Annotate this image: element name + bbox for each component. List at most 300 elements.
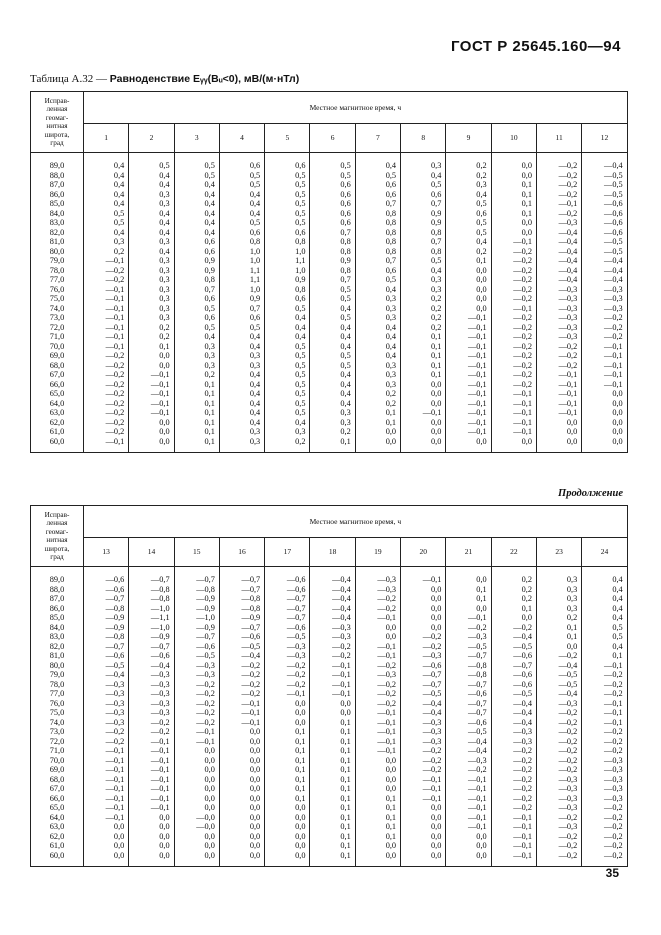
value-cell: 0,0	[582, 427, 627, 437]
value-cell: 0,0	[446, 294, 491, 304]
value-cell: 0,0	[401, 822, 446, 832]
value-cell: 0,5	[265, 190, 310, 200]
value-cell: 0,1	[310, 765, 355, 775]
value-cell: —0,2	[536, 813, 581, 823]
latitude-cell: 71,0	[31, 746, 84, 756]
hour-header: 6	[310, 124, 355, 153]
value-cell: —0,1	[310, 689, 355, 699]
value-cell: 0,1	[491, 190, 536, 200]
value-cell: —0,2	[401, 765, 446, 775]
value-cell: 0,0	[401, 418, 446, 428]
value-cell: —0,5	[446, 642, 491, 652]
value-cell: 0,4	[129, 209, 174, 219]
latitude-cell: 76,0	[31, 699, 84, 709]
value-cell: —0,3	[129, 708, 174, 718]
value-cell: 0,3	[355, 304, 400, 314]
value-cell: 0,0	[355, 851, 400, 867]
value-cell: —0,3	[536, 794, 581, 804]
value-cell: 0,4	[174, 209, 219, 219]
value-cell: —0,2	[536, 718, 581, 728]
value-cell: 0,1	[310, 841, 355, 851]
value-cell: 0,6	[174, 247, 219, 257]
value-cell: —0,1	[446, 342, 491, 352]
latitude-cell: 64,0	[31, 399, 84, 409]
value-cell: 0,8	[401, 228, 446, 238]
value-cell: —0,1	[582, 699, 627, 709]
value-cell: —0,2	[491, 803, 536, 813]
table-row	[31, 171, 628, 181]
value-cell: —0,2	[84, 399, 129, 409]
value-cell: —0,1	[446, 380, 491, 390]
latitude-cell: 65,0	[31, 389, 84, 399]
value-cell: 0,2	[446, 161, 491, 171]
value-cell: —0,1	[401, 575, 446, 585]
value-cell: —0,2	[491, 746, 536, 756]
value-cell: —0,7	[174, 632, 219, 642]
table-row	[31, 699, 628, 709]
value-cell: —0,1	[84, 746, 129, 756]
document-code: ГОСТ Р 25645.160—94	[450, 38, 621, 55]
value-cell: 0,9	[174, 256, 219, 266]
value-cell: 0,0	[401, 803, 446, 813]
value-cell: 0,3	[401, 285, 446, 295]
latitude-cell: 82,0	[31, 228, 84, 238]
value-cell: 0,3	[536, 594, 581, 604]
value-cell: 0,3	[355, 294, 400, 304]
value-cell: —0,8	[174, 585, 219, 595]
value-cell: 0,0	[219, 832, 264, 842]
value-cell: 0,0	[582, 408, 627, 418]
value-cell: —0,3	[84, 689, 129, 699]
value-cell: —0,1	[401, 794, 446, 804]
value-cell: —0,2	[84, 370, 129, 380]
latitude-cell: 72,0	[31, 737, 84, 747]
value-cell: 0,0	[219, 784, 264, 794]
value-cell: 0,0	[491, 228, 536, 238]
value-cell: 0,3	[265, 427, 310, 437]
value-cell: 0,0	[401, 841, 446, 851]
value-cell: —0,2	[174, 689, 219, 699]
value-cell: 0,4	[355, 285, 400, 295]
value-cell: —0,2	[491, 313, 536, 323]
table-row	[31, 594, 628, 604]
value-cell: —0,3	[536, 332, 581, 342]
value-cell: —0,1	[491, 408, 536, 418]
value-cell: —0,7	[446, 680, 491, 690]
value-cell: 0,0	[491, 437, 536, 453]
latitude-cell: 65,0	[31, 803, 84, 813]
value-cell: —0,1	[310, 661, 355, 671]
value-cell: —0,2	[536, 851, 581, 867]
table-row	[31, 737, 628, 747]
value-cell: 0,4	[219, 380, 264, 390]
value-cell: —0,8	[129, 594, 174, 604]
value-cell: —0,2	[401, 746, 446, 756]
value-cell: 0,0	[174, 746, 219, 756]
hour-header: 24	[582, 538, 627, 567]
value-cell: 0,1	[174, 399, 219, 409]
value-cell: 0,0	[446, 832, 491, 842]
value-cell: —0,6	[582, 218, 627, 228]
value-cell: 0,1	[174, 427, 219, 437]
latitude-cell: 74,0	[31, 718, 84, 728]
value-cell: —0,3	[582, 775, 627, 785]
value-cell: 0,5	[310, 161, 355, 171]
value-cell: 0,0	[219, 851, 264, 867]
value-cell: 1,1	[265, 256, 310, 266]
latitude-cell: 74,0	[31, 304, 84, 314]
value-cell: —0,2	[536, 832, 581, 842]
value-cell: —0,1	[129, 794, 174, 804]
value-cell: 0,3	[401, 275, 446, 285]
value-cell: —0,2	[491, 256, 536, 266]
value-cell: —0,5	[174, 651, 219, 661]
value-cell: —0,1	[491, 851, 536, 867]
latitude-header: Исправ- ленная геомаг- нитная широта, град	[31, 506, 84, 567]
value-cell: —0,4	[310, 585, 355, 595]
value-cell: 0,0	[265, 822, 310, 832]
value-cell: —0,8	[219, 604, 264, 614]
value-cell: —0,1	[491, 237, 536, 247]
table-row	[31, 247, 628, 257]
value-cell: 1,0	[219, 247, 264, 257]
value-cell: 0,0	[446, 266, 491, 276]
value-cell: 0,0	[401, 813, 446, 823]
value-cell: 0,1	[446, 256, 491, 266]
latitude-cell: 66,0	[31, 380, 84, 390]
value-cell: 0,3	[129, 256, 174, 266]
value-cell: 0,2	[491, 575, 536, 585]
value-cell: 0,0	[219, 794, 264, 804]
value-cell: 0,5	[310, 285, 355, 295]
table-row	[31, 209, 628, 219]
table-row	[31, 832, 628, 842]
value-cell: 0,1	[265, 727, 310, 737]
value-cell: 0,1	[310, 718, 355, 728]
value-cell: 0,4	[265, 323, 310, 333]
value-cell: —0,1	[84, 756, 129, 766]
value-cell: 0,0	[355, 437, 400, 453]
value-cell: 0,1	[174, 418, 219, 428]
value-cell: 0,4	[219, 408, 264, 418]
value-cell: —0,1	[129, 380, 174, 390]
latitude-header: Исправ- ленная геомаг- нитная широта, град	[31, 92, 84, 153]
value-cell: 0,1	[401, 332, 446, 342]
value-cell: 0,5	[265, 199, 310, 209]
value-cell: —0,5	[84, 661, 129, 671]
hour-header: 10	[491, 124, 536, 153]
value-cell: 0,4	[219, 370, 264, 380]
value-cell: —0,4	[310, 594, 355, 604]
value-cell: —0,7	[129, 575, 174, 585]
value-cell: —0,7	[401, 680, 446, 690]
value-cell: —0,3	[129, 689, 174, 699]
value-cell: —0,1	[129, 765, 174, 775]
value-cell: —0,1	[401, 784, 446, 794]
value-cell: —0,1	[491, 418, 536, 428]
value-cell: —0,6	[491, 670, 536, 680]
table-row	[31, 437, 628, 453]
value-cell: 0,1	[401, 361, 446, 371]
value-cell: 0,0	[265, 803, 310, 813]
value-cell: —0,2	[401, 632, 446, 642]
value-cell: 0,1	[355, 803, 400, 813]
value-cell: 0,1	[536, 623, 581, 633]
value-cell: —0,4	[536, 256, 581, 266]
value-cell: —0,7	[265, 613, 310, 623]
latitude-cell: 67,0	[31, 784, 84, 794]
table-row	[31, 632, 628, 642]
value-cell: 0,0	[129, 832, 174, 842]
value-cell: —0,5	[582, 190, 627, 200]
value-cell: —0,2	[582, 680, 627, 690]
value-cell: —0,2	[582, 746, 627, 756]
value-cell: —0,1	[265, 689, 310, 699]
value-cell: 0,4	[310, 380, 355, 390]
value-cell: 0,1	[355, 813, 400, 823]
value-cell: —0,3	[310, 632, 355, 642]
value-cell: 0,3	[129, 304, 174, 314]
value-cell: 0,3	[174, 361, 219, 371]
value-cell: —0,1	[310, 670, 355, 680]
value-cell: —0,7	[265, 604, 310, 614]
value-cell: 0,4	[174, 228, 219, 238]
value-cell: —0,2	[491, 342, 536, 352]
value-cell: 0,2	[265, 437, 310, 453]
value-cell: 0,3	[355, 361, 400, 371]
hour-header: 7	[355, 124, 400, 153]
hour-header: 14	[129, 538, 174, 567]
table-row	[31, 775, 628, 785]
value-cell: —0,1	[84, 784, 129, 794]
value-cell: —0,8	[84, 632, 129, 642]
value-cell: —0,8	[219, 594, 264, 604]
value-cell: —0,2	[129, 718, 174, 728]
value-cell: 0,8	[219, 237, 264, 247]
value-cell: —0,1	[446, 784, 491, 794]
hour-header: 22	[491, 538, 536, 567]
value-cell: —0,6	[219, 632, 264, 642]
table-row	[31, 651, 628, 661]
latitude-cell: 64,0	[31, 813, 84, 823]
value-cell: —0,8	[446, 670, 491, 680]
value-cell: 0,0	[174, 841, 219, 851]
value-cell: 0,8	[355, 218, 400, 228]
table-row	[31, 670, 628, 680]
table-row	[31, 841, 628, 851]
value-cell: 0,4	[219, 418, 264, 428]
value-cell: 0,9	[401, 218, 446, 228]
value-cell: —0,2	[129, 727, 174, 737]
value-cell: —1,1	[129, 613, 174, 623]
value-cell: 0,6	[174, 237, 219, 247]
value-cell: 0,4	[219, 389, 264, 399]
value-cell: 0,0	[84, 841, 129, 851]
value-cell: 0,4	[582, 585, 627, 595]
table-row	[31, 822, 628, 832]
value-cell: —0,2	[84, 275, 129, 285]
value-cell: 0,5	[265, 180, 310, 190]
value-cell: —0,1	[582, 661, 627, 671]
value-cell: 0,6	[310, 180, 355, 190]
value-cell: 0,3	[536, 604, 581, 614]
value-cell: 0,4	[310, 323, 355, 333]
value-cell: 0,4	[355, 351, 400, 361]
value-cell: —0,2	[84, 380, 129, 390]
value-cell: 0,0	[129, 437, 174, 453]
value-cell: 0,9	[310, 256, 355, 266]
latitude-cell: 60,0	[31, 437, 84, 453]
value-cell: —0,2	[491, 351, 536, 361]
value-cell: —0,2	[536, 841, 581, 851]
value-cell: 0,8	[355, 228, 400, 238]
value-cell: —0,8	[129, 585, 174, 595]
value-cell: —0,1	[446, 775, 491, 785]
table-row	[31, 370, 628, 380]
value-cell: —0,2	[84, 408, 129, 418]
latitude-cell: 87,0	[31, 594, 84, 604]
value-cell: 0,7	[174, 285, 219, 295]
hour-header: 13	[84, 538, 129, 567]
value-cell: 0,8	[401, 247, 446, 257]
latitude-cell: 78,0	[31, 266, 84, 276]
value-cell: —0,2	[265, 661, 310, 671]
value-cell: 0,1	[401, 342, 446, 352]
value-cell: —0,9	[84, 613, 129, 623]
value-cell: —0,3	[84, 708, 129, 718]
value-cell: —0,2	[219, 689, 264, 699]
value-cell: 0,5	[310, 294, 355, 304]
value-cell: 0,5	[310, 351, 355, 361]
hour-header: 11	[536, 124, 581, 153]
value-cell: 0,0	[401, 389, 446, 399]
value-cell: 0,4	[310, 370, 355, 380]
value-cell: —0,4	[536, 228, 581, 238]
table-row	[31, 313, 628, 323]
value-cell: —0,2	[582, 670, 627, 680]
value-cell: —0,3	[582, 784, 627, 794]
value-cell: —0,1	[582, 361, 627, 371]
value-cell: —0,1	[84, 342, 129, 352]
value-cell: 0,0	[491, 613, 536, 623]
value-cell: —0,3	[355, 575, 400, 585]
value-cell: —1,0	[129, 604, 174, 614]
value-cell: 0,0	[401, 437, 446, 453]
value-cell: 0,7	[355, 256, 400, 266]
value-cell: 0,7	[219, 304, 264, 314]
latitude-cell: 75,0	[31, 708, 84, 718]
value-cell: —0,5	[582, 171, 627, 181]
value-cell: 0,1	[491, 209, 536, 219]
value-cell: —1,0	[129, 623, 174, 633]
value-cell: —0,3	[491, 737, 536, 747]
latitude-cell: 71,0	[31, 332, 84, 342]
value-cell: 0,1	[310, 775, 355, 785]
value-cell: —0,2	[401, 642, 446, 652]
value-cell: 0,3	[174, 342, 219, 352]
value-cell: 0,2	[401, 313, 446, 323]
value-cell: 0,4	[582, 594, 627, 604]
value-cell: 0,0	[536, 437, 581, 453]
value-cell: 0,5	[446, 218, 491, 228]
value-cell: —0,1	[491, 304, 536, 314]
value-cell: 0,8	[310, 237, 355, 247]
value-cell: 0,0	[355, 841, 400, 851]
value-cell: —0,3	[536, 323, 581, 333]
value-cell: 0,7	[355, 199, 400, 209]
value-cell: 0,6	[355, 180, 400, 190]
value-cell: —0,1	[536, 370, 581, 380]
value-cell: —0,4	[582, 275, 627, 285]
table-row	[31, 746, 628, 756]
hour-header: 19	[355, 538, 400, 567]
value-cell: 0,0	[582, 399, 627, 409]
value-cell: —0,1	[536, 199, 581, 209]
value-cell: —0,2	[84, 727, 129, 737]
value-cell: —0,3	[536, 784, 581, 794]
value-cell: —0,4	[401, 699, 446, 709]
value-cell: —0,2	[536, 756, 581, 766]
value-cell: —0,1	[84, 794, 129, 804]
value-cell: —0,3	[84, 718, 129, 728]
value-cell: 0,4	[219, 190, 264, 200]
value-cell: —0,3	[446, 756, 491, 766]
value-cell: —0,7	[446, 651, 491, 661]
hour-header: 8	[401, 124, 446, 153]
value-cell: 0,5	[265, 380, 310, 390]
table-row	[31, 784, 628, 794]
value-cell: 0,8	[355, 237, 400, 247]
latitude-cell: 85,0	[31, 199, 84, 209]
latitude-cell: 81,0	[31, 237, 84, 247]
value-cell: 0,0	[310, 699, 355, 709]
value-cell: 0,1	[536, 632, 581, 642]
value-cell: 0,5	[174, 171, 219, 181]
latitude-cell: 84,0	[31, 209, 84, 219]
value-cell: 0,0	[491, 171, 536, 181]
latitude-cell: 70,0	[31, 756, 84, 766]
value-cell: 0,4	[219, 332, 264, 342]
latitude-cell: 77,0	[31, 275, 84, 285]
value-cell: —0,4	[536, 689, 581, 699]
latitude-cell: 73,0	[31, 313, 84, 323]
value-cell: —0,5	[582, 180, 627, 190]
value-cell: —0,2	[491, 275, 536, 285]
table-row	[31, 718, 628, 728]
value-cell: 0,1	[265, 746, 310, 756]
value-cell: —0,4	[446, 746, 491, 756]
latitude-cell: 60,0	[31, 851, 84, 867]
value-cell: —0,5	[219, 642, 264, 652]
value-cell: 0,0	[401, 623, 446, 633]
value-cell: 0,6	[446, 209, 491, 219]
latitude-cell: 66,0	[31, 794, 84, 804]
value-cell: —0,6	[265, 585, 310, 595]
value-cell: —0,2	[582, 689, 627, 699]
value-cell: 0,0	[129, 351, 174, 361]
value-cell: —0,3	[174, 661, 219, 671]
value-cell: 0,5	[310, 171, 355, 181]
table-row	[31, 575, 628, 585]
value-cell: —0,1	[446, 613, 491, 623]
value-cell: 0,0	[219, 803, 264, 813]
value-cell: —0,3	[129, 699, 174, 709]
value-cell: 0,5	[265, 171, 310, 181]
value-cell: —0,2	[310, 642, 355, 652]
value-cell: 0,0	[219, 756, 264, 766]
value-cell: 0,1	[310, 437, 355, 453]
value-cell: —0,1	[355, 651, 400, 661]
